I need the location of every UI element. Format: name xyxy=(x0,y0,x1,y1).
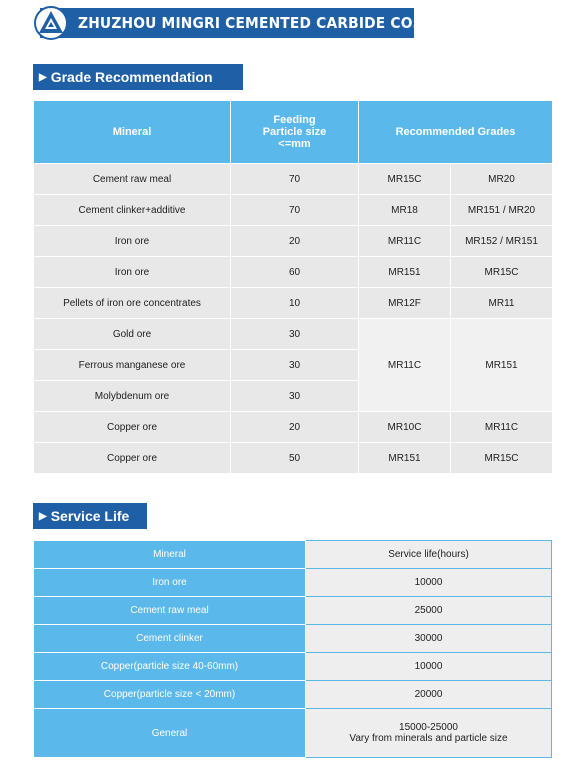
header-service-life: Service life(hours) xyxy=(306,541,552,569)
header-recommended-grades: Recommended Grades xyxy=(359,101,553,164)
table-row: Cement raw meal 70 MR15C MR20 xyxy=(34,164,553,195)
table-row: Cement clinker 30000 xyxy=(34,625,552,653)
grade-recommendation-table xyxy=(33,100,553,474)
section-title-service-life: ▶ Service Life xyxy=(33,503,147,529)
header-mineral: Mineral xyxy=(34,101,231,164)
service-life-table xyxy=(33,540,552,758)
triangle-right-icon: ▶ xyxy=(39,510,47,522)
company-name: ZHUZHOU MINGRI CEMENTED CARBIDE CO.,LTD xyxy=(78,14,452,32)
table-header-row xyxy=(34,101,553,164)
table-row: Copper(particle size 40-60mm) 10000 xyxy=(34,653,552,681)
table-row: Copper ore 20 MR10C MR11C xyxy=(34,412,553,443)
general-life: 15000-25000 Vary from minerals and particle size xyxy=(306,709,552,758)
company-logo-icon xyxy=(34,6,68,40)
section-title-grade-recommendation: ▶ Grade Recommendation xyxy=(33,64,243,90)
table-row: Cement raw meal 25000 xyxy=(34,597,552,625)
table-row xyxy=(34,541,552,569)
table-row: Ferrous manganese ore 30 xyxy=(34,350,553,381)
company-header xyxy=(40,8,452,38)
table-row: General 15000-25000 Vary from minerals and particle size xyxy=(34,709,552,758)
table-row: Iron ore 20 MR11C MR152 / MR151 xyxy=(34,226,553,257)
table-row: Molybdenum ore 30 xyxy=(34,381,553,412)
merged-grade-1: MR11C xyxy=(359,319,451,412)
table-row: Iron ore 60 MR151 MR15C xyxy=(34,257,553,288)
table-row: Gold ore 30 MR11C MR151 xyxy=(34,319,553,350)
header-mineral: Mineral xyxy=(34,541,306,569)
merged-grade-2: MR151 xyxy=(451,319,553,412)
table-row: Copper(particle size < 20mm) 20000 xyxy=(34,681,552,709)
triangle-right-icon: ▶ xyxy=(39,71,47,83)
table-row: Cement clinker+additive 70 MR18 MR151 / MR20 xyxy=(34,195,553,226)
header-feeding: Feeding Particle size <=mm xyxy=(231,101,359,164)
table-row: Iron ore 10000 xyxy=(34,569,552,597)
table-row: Copper ore 50 MR151 MR15C xyxy=(34,443,553,474)
table-row: Pellets of iron ore concentrates 10 MR12F MR11 xyxy=(34,288,553,319)
